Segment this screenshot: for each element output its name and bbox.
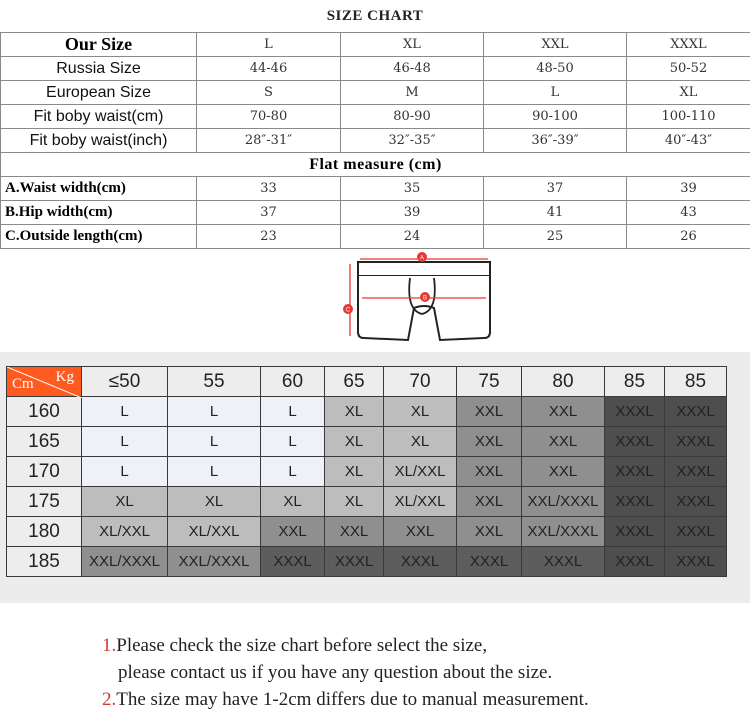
measure-cell: 39 bbox=[627, 177, 750, 201]
height-label: 170 bbox=[7, 457, 82, 487]
measure-cell: 37 bbox=[484, 177, 627, 201]
row-label: Russia Size bbox=[1, 57, 197, 81]
note-1-continuation: please contact us if you have any question about the size. bbox=[118, 662, 553, 683]
height-row bbox=[7, 427, 727, 457]
size-row bbox=[1, 129, 750, 153]
size-recommendation-cell: XXL bbox=[457, 427, 522, 457]
measure-label: C.Outside length(cm) bbox=[1, 225, 197, 249]
size-recommendation-cell: XXXL bbox=[665, 547, 727, 577]
height-label: 185 bbox=[7, 547, 82, 577]
measure-cell: 37 bbox=[197, 201, 341, 225]
weight-header: 85 bbox=[605, 367, 665, 397]
size-cell: M bbox=[341, 81, 484, 105]
size-recommendation-cell: XXXL bbox=[605, 547, 665, 577]
height-label: 180 bbox=[7, 517, 82, 547]
weight-header: 55 bbox=[168, 367, 261, 397]
measure-label: B.Hip width(cm) bbox=[1, 201, 197, 225]
size-cell: XL bbox=[627, 81, 750, 105]
size-row bbox=[1, 81, 750, 105]
size-cell: 44-46 bbox=[197, 57, 341, 81]
size-recommendation-cell: XXL bbox=[522, 397, 605, 427]
size-recommendation-cell: XXL bbox=[325, 517, 384, 547]
weight-header: ≤50 bbox=[82, 367, 168, 397]
size-recommendation-cell: XXXL bbox=[261, 547, 325, 577]
size-recommendation-cell: XXXL bbox=[325, 547, 384, 577]
size-chart-title: SIZE CHART bbox=[326, 8, 424, 24]
size-cell: 36″-39″ bbox=[484, 129, 627, 153]
size-header-row bbox=[1, 33, 750, 57]
weight-header: 85 bbox=[665, 367, 727, 397]
height-row bbox=[7, 487, 727, 517]
size-cell: 90-100 bbox=[484, 105, 627, 129]
size-cell: 48-50 bbox=[484, 57, 627, 81]
size-recommendation-cell: XXXL bbox=[605, 517, 665, 547]
our-size-header: Our Size bbox=[1, 33, 197, 57]
size-recommendation-cell: XXL/XXXL bbox=[522, 517, 605, 547]
size-cell: 100-110 bbox=[627, 105, 750, 129]
size-recommendation-cell: XL bbox=[325, 487, 384, 517]
size-recommendation-cell: L bbox=[168, 427, 261, 457]
weight-header: 65 bbox=[325, 367, 384, 397]
marker-c-label: C bbox=[345, 307, 351, 314]
measure-cell: 35 bbox=[341, 177, 484, 201]
size-recommendation-cell: XXXL bbox=[384, 547, 457, 577]
size-recommendation-cell: L bbox=[82, 427, 168, 457]
size-cell: 70-80 bbox=[197, 105, 341, 129]
weight-height-table bbox=[6, 366, 727, 577]
note-1 bbox=[102, 632, 589, 659]
size-chart-table bbox=[0, 32, 750, 249]
size-recommendation-cell: XL bbox=[168, 487, 261, 517]
note-2-number: 2. bbox=[102, 689, 117, 710]
measure-cell: 39 bbox=[341, 201, 484, 225]
size-recommendation-cell: XL/XXL bbox=[384, 487, 457, 517]
size-recommendation-cell: L bbox=[261, 427, 325, 457]
size-col-header: L bbox=[197, 33, 341, 57]
height-row bbox=[7, 517, 727, 547]
size-recommendation-cell: XXL bbox=[457, 517, 522, 547]
size-cell: 28″-31″ bbox=[197, 129, 341, 153]
measure-cell: 23 bbox=[197, 225, 341, 249]
size-recommendation-cell: L bbox=[168, 457, 261, 487]
note-1-number: 1. bbox=[102, 635, 117, 656]
size-recommendation-cell: XXXL bbox=[665, 457, 727, 487]
size-recommendation-cell: XL bbox=[261, 487, 325, 517]
size-recommendation-cell: L bbox=[82, 457, 168, 487]
measure-cell: 33 bbox=[197, 177, 341, 201]
size-recommendation-cell: XXL bbox=[522, 427, 605, 457]
size-recommendation-cell: L bbox=[168, 397, 261, 427]
size-recommendation-cell: XL bbox=[325, 397, 384, 427]
height-label: 175 bbox=[7, 487, 82, 517]
boxer-outline-image bbox=[330, 250, 500, 350]
size-recommendation-cell: XXXL bbox=[605, 457, 665, 487]
size-recommendation-cell: L bbox=[261, 457, 325, 487]
size-recommendation-cell: XL bbox=[384, 397, 457, 427]
cm-unit-label: Cm bbox=[12, 376, 34, 392]
size-recommendation-cell: XXXL bbox=[522, 547, 605, 577]
size-recommendation-cell: XXL bbox=[457, 487, 522, 517]
size-col-header: XXXL bbox=[627, 33, 750, 57]
measure-label: A.Waist width(cm) bbox=[1, 177, 197, 201]
marker-a-label: A bbox=[419, 255, 425, 262]
size-recommendation-cell: L bbox=[82, 397, 168, 427]
weight-header: 70 bbox=[384, 367, 457, 397]
notes-section bbox=[102, 632, 589, 713]
row-label: Fit boby waist(inch) bbox=[1, 129, 197, 153]
size-cell: S bbox=[197, 81, 341, 105]
note-2 bbox=[102, 686, 589, 713]
size-cell: 40″-43″ bbox=[627, 129, 750, 153]
weight-header: 60 bbox=[261, 367, 325, 397]
size-recommendation-cell: XXXL bbox=[605, 397, 665, 427]
size-recommendation-cell: XXXL bbox=[665, 517, 727, 547]
measure-cell: 26 bbox=[627, 225, 750, 249]
size-cell: 32″-35″ bbox=[341, 129, 484, 153]
boxer-measure-diagram bbox=[330, 250, 500, 350]
size-recommendation-cell: XXL/XXXL bbox=[82, 547, 168, 577]
measure-cell: 43 bbox=[627, 201, 750, 225]
height-label: 160 bbox=[7, 397, 82, 427]
size-recommendation-cell: XL/XXL bbox=[384, 457, 457, 487]
size-recommendation-cell: XXL/XXXL bbox=[522, 487, 605, 517]
size-recommendation-cell: XXL bbox=[457, 397, 522, 427]
size-recommendation-cell: XL/XXL bbox=[82, 517, 168, 547]
unit-corner-cell bbox=[7, 367, 82, 397]
size-recommendation-cell: XXXL bbox=[665, 427, 727, 457]
size-recommendation-cell: XL bbox=[384, 427, 457, 457]
size-recommendation-cell: XXL bbox=[384, 517, 457, 547]
row-label: European Size bbox=[1, 81, 197, 105]
size-recommendation-cell: XXXL bbox=[665, 397, 727, 427]
measure-cell: 24 bbox=[341, 225, 484, 249]
measure-row bbox=[1, 201, 750, 225]
size-recommendation-cell: XXL bbox=[457, 457, 522, 487]
measure-row bbox=[1, 225, 750, 249]
measure-cell: 25 bbox=[484, 225, 627, 249]
size-col-header: XXL bbox=[484, 33, 627, 57]
measure-cell: 41 bbox=[484, 201, 627, 225]
size-recommendation-cell: L bbox=[261, 397, 325, 427]
row-label: Fit boby waist(cm) bbox=[1, 105, 197, 129]
size-recommendation-cell: XXL bbox=[522, 457, 605, 487]
size-col-header: XL bbox=[341, 33, 484, 57]
height-label: 165 bbox=[7, 427, 82, 457]
height-row bbox=[7, 457, 727, 487]
size-recommendation-cell: XL bbox=[325, 457, 384, 487]
measure-row bbox=[1, 177, 750, 201]
size-cell: 50-52 bbox=[627, 57, 750, 81]
size-cell: 80-90 bbox=[341, 105, 484, 129]
flat-measure-header-row bbox=[1, 153, 750, 177]
weight-header: 80 bbox=[522, 367, 605, 397]
weight-header: 75 bbox=[457, 367, 522, 397]
size-cell: L bbox=[484, 81, 627, 105]
size-recommendation-cell: XXXL bbox=[605, 487, 665, 517]
size-recommendation-cell: XXXL bbox=[665, 487, 727, 517]
height-row bbox=[7, 547, 727, 577]
weight-header-row bbox=[7, 367, 727, 397]
size-row bbox=[1, 57, 750, 81]
kg-unit-label: Kg bbox=[55, 369, 74, 385]
size-recommendation-cell: XXXL bbox=[457, 547, 522, 577]
height-row bbox=[7, 397, 727, 427]
size-recommendation-cell: XXXL bbox=[605, 427, 665, 457]
note-2-text: The size may have 1-2cm differs due to manual measurement. bbox=[116, 689, 589, 710]
size-recommendation-cell: XL bbox=[82, 487, 168, 517]
note-1-text: Please check the size chart before select the size, bbox=[116, 635, 488, 656]
size-recommendation-cell: XL bbox=[325, 427, 384, 457]
size-recommendation-cell: XXL/XXXL bbox=[168, 547, 261, 577]
size-recommendation-cell: XL/XXL bbox=[168, 517, 261, 547]
size-cell: 46-48 bbox=[341, 57, 484, 81]
flat-measure-title: Flat measure (cm) bbox=[1, 153, 750, 177]
size-recommendation-cell: XXL bbox=[261, 517, 325, 547]
marker-b-label: B bbox=[422, 295, 428, 302]
size-row bbox=[1, 105, 750, 129]
